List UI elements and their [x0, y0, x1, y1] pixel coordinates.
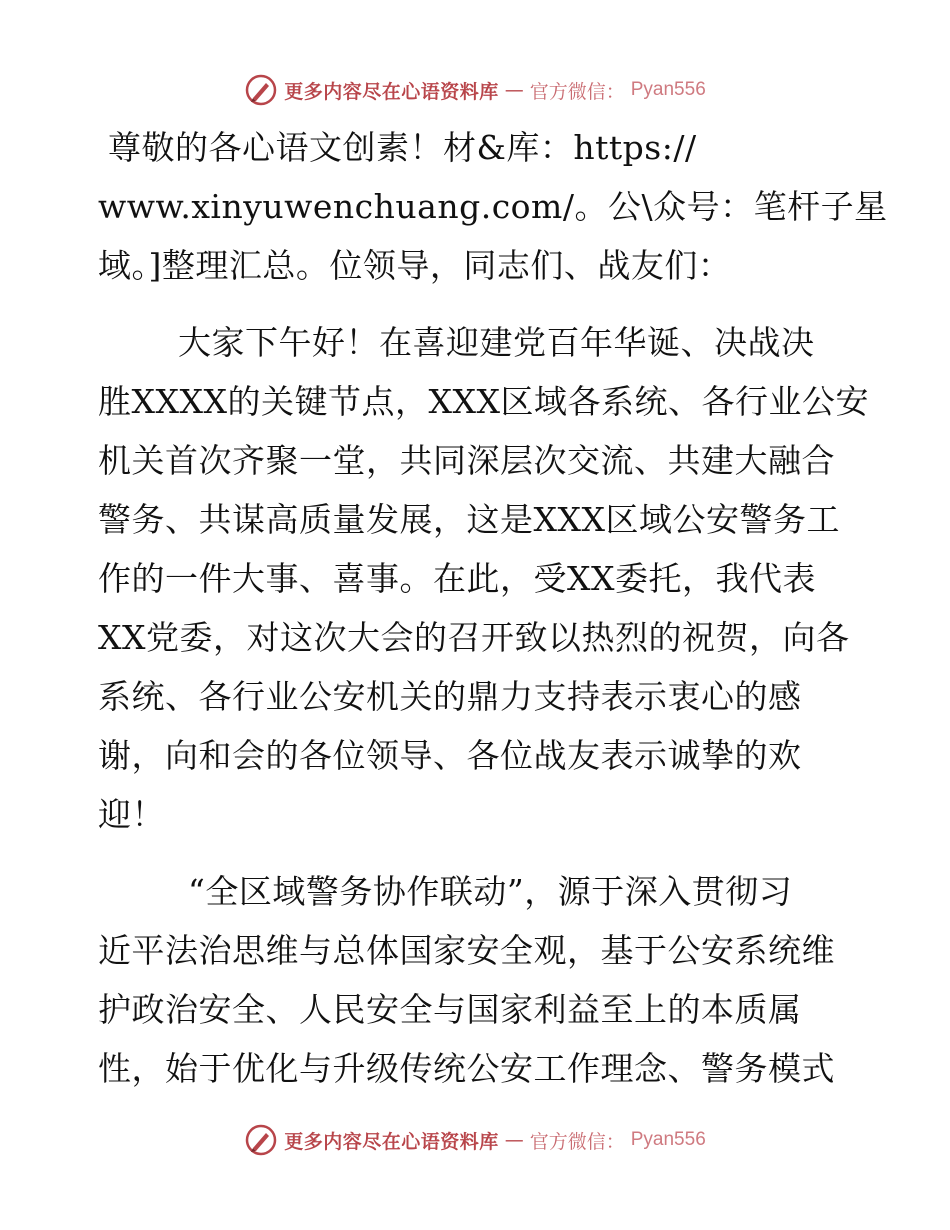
banner-dash: —: [504, 1129, 524, 1151]
document-body: [98, 118, 888, 1098]
text-line: 机关首次齐聚一堂，共同深层次交流、共建大融合: [98, 441, 835, 480]
text-line: www.xinyuwenchuang.com/。公\众号：笔杆子星: [98, 187, 888, 226]
text-line: 大家下午好！在喜迎建党百年华诞、决战决: [178, 323, 815, 362]
paragraph-greeting: [98, 118, 888, 295]
banner-wechat-label: 官方微信：: [529, 1130, 625, 1153]
banner-main-text: 更多内容尽在心语资料库: [284, 1130, 499, 1153]
text-line: 域。]整理汇总。位领导，同志们、战友们：: [98, 246, 732, 285]
paragraph-collaboration: [98, 862, 858, 1098]
footer-banner: [0, 1120, 950, 1160]
text-line: 性，始于优化与升级传统公安工作理念、警务模式: [98, 1049, 835, 1088]
banner-wechat-id: Pyan556: [630, 79, 706, 100]
pen-logo-icon: [244, 73, 278, 107]
text-line: XX党委，对这次大会的召开致以热烈的祝贺，向各: [98, 618, 850, 657]
text-line: 近平法治思维与总体国家安全观，基于公安系统维: [98, 931, 835, 970]
text-line: 系统、各行业公安机关的鼎力支持表示衷心的感: [98, 677, 802, 716]
banner-main-text: 更多内容尽在心语资料库: [284, 80, 499, 103]
text-line: 尊敬的各心语文创素！材&库：https://: [108, 128, 697, 167]
text-line: 谢，向和会的各位领导、各位战友表示诚挚的欢: [98, 736, 802, 775]
text-line: 警务、共谋高质量发展，这是XXX区域公安警务工: [98, 500, 840, 539]
text-line: 护政治安全、人民安全与国家利益至上的本质属: [98, 990, 802, 1029]
banner-wechat-label: 官方微信：: [529, 80, 625, 103]
text-line: 胜XXXX的关键节点，XXX区域各系统、各行业公安: [98, 382, 869, 421]
banner-wechat-id: Pyan556: [630, 1129, 706, 1150]
text-line: 迎！: [98, 795, 165, 834]
header-banner: [0, 70, 950, 110]
banner-dash: —: [504, 79, 524, 101]
text-line: “全区域警务协作联动”，源于深入贯彻习: [188, 872, 793, 911]
paragraph-opening: [98, 313, 869, 844]
pen-logo-icon: [244, 1123, 278, 1157]
text-line: 作的一件大事、喜事。在此，受XX委托，我代表: [98, 559, 816, 598]
